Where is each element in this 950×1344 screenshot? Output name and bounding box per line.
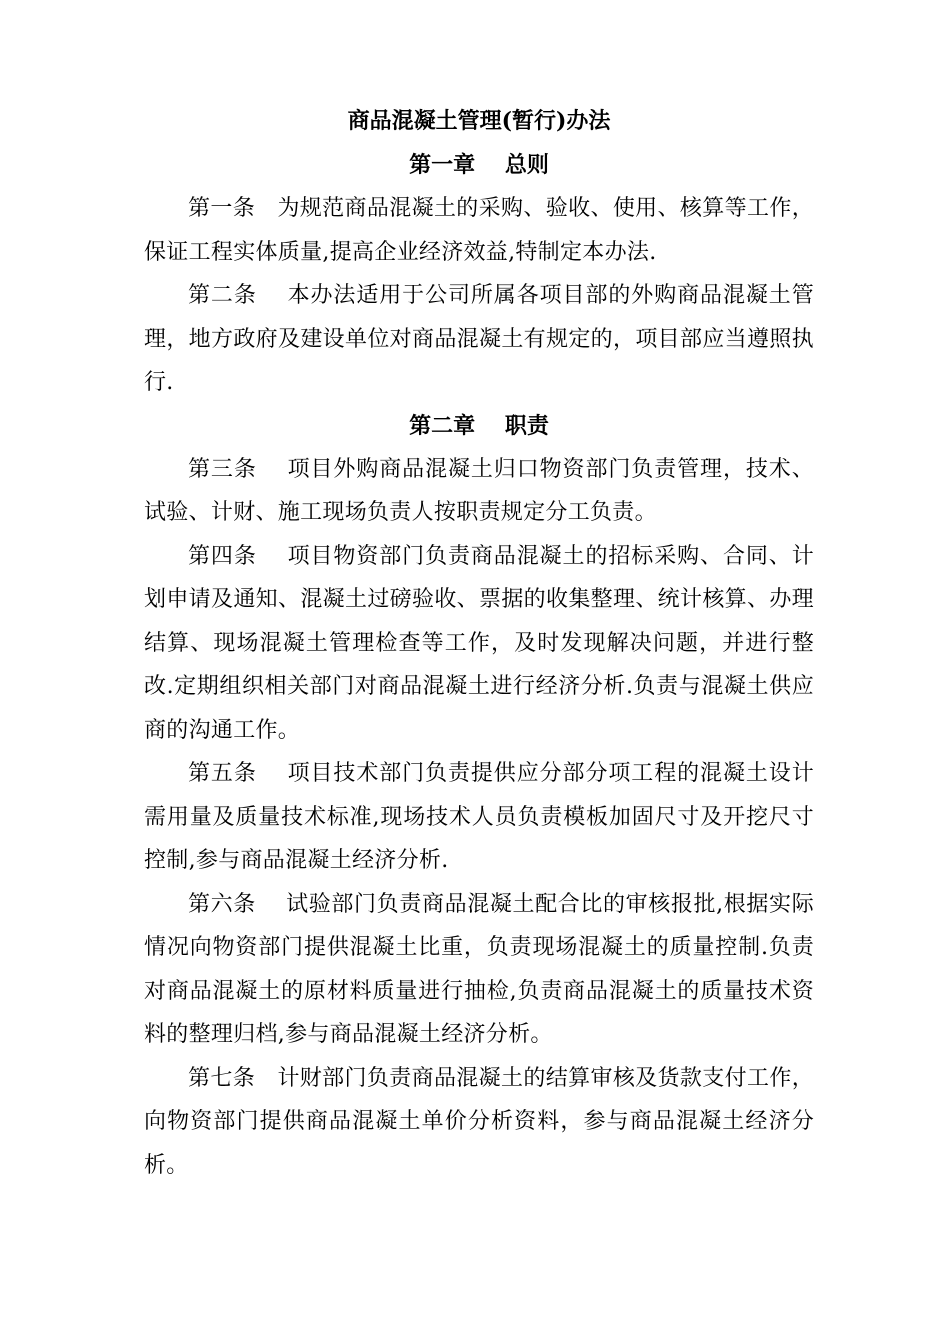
- article-5-text: 项目技术部门负责提供应分部分项工程的混凝土设计需用量及质量技术标准,现场技术人员负责模板加固尺寸及开挖尺寸控制,参与商品混凝土经济分析.: [144, 761, 815, 873]
- article-7-number: 第七条: [188, 1065, 278, 1091]
- article-1-number: 第一条: [188, 196, 278, 221]
- article-7: [144, 1057, 814, 1188]
- article-7-text: 计财部门负责商品混凝土的结算审核及货款支付工作，向物资部门提供商品混凝土单价分析资料，参与商品混凝土经济分析。: [144, 1065, 814, 1178]
- article-4-text: 项目物资部门负责商品混凝土的招标采购、合同、计划申请及通知、混凝土过磅验收、票据的收集整理、统计核算、办理结算、现场混凝土管理检查等工作，及时发现解决问题，并进行整改.定期组织相关部门对商品混凝土进行经济分析.负责与混凝土供应商的沟通工作。: [144, 543, 815, 743]
- article-3-number: 第三条: [188, 456, 288, 482]
- article-5: [144, 752, 814, 883]
- article-2-text: 本办法适用于公司所属各项目部的外购商品混凝土管理，地方政府及建设单位对商品混凝土有规定的，项目部应当遵照执行.: [144, 283, 815, 395]
- article-2-number: 第二条: [188, 283, 288, 308]
- article-1: [144, 187, 814, 274]
- article-6-text: 试验部门负责商品混凝土配合比的审核报批,根据实际情况向物资部门提供混凝土比重，负责现场混凝土的质量控制.负责对商品混凝土的原材料质量进行抽检,负责商品混凝土的质量技术资料的整理归档,参与商品混凝土经济分析。: [144, 891, 814, 1047]
- article-5-number: 第五条: [188, 761, 288, 786]
- document-body: [144, 100, 814, 1187]
- chapter-2-heading: 第二章 职责: [409, 412, 549, 439]
- article-1-text: 为规范商品混凝土的采购、验收、使用、核算等工作，保证工程实体质量,提高企业经济效益,特制定本办法.: [144, 196, 814, 265]
- article-6-number: 第六条: [188, 891, 287, 917]
- article-4-number: 第四条: [188, 543, 288, 569]
- article-2: [144, 274, 814, 405]
- article-4: [144, 535, 814, 753]
- article-3: [144, 448, 814, 535]
- document-title: 商品混凝土管理(暂行)办法: [347, 108, 611, 134]
- article-6: [144, 883, 814, 1057]
- chapter-1-heading: 第一章 总则: [409, 152, 549, 178]
- article-3-text: 项目外购商品混凝土归口物资部门负责管理，技术、试验、计财、施工现场负责人按职责规定分工负责。: [144, 456, 815, 525]
